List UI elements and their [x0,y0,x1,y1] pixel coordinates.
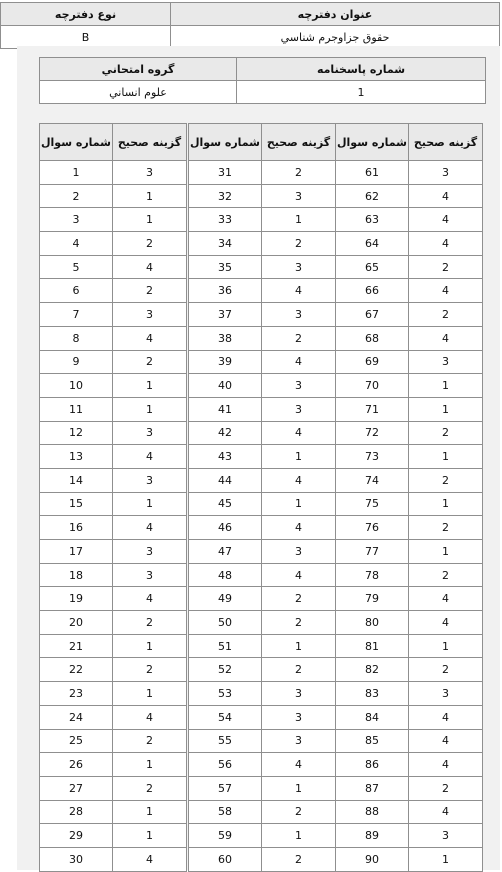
exam-group-header: گروه امتحاني [40,58,237,81]
table-row [40,634,187,658]
question-number: 79 [336,587,409,611]
table-row [336,540,483,564]
table-row [189,682,336,706]
table-row [40,824,187,848]
correct-option: 2 [113,658,187,682]
table-row [40,208,187,232]
table-row [40,705,187,729]
correct-option: 1 [409,540,483,564]
correct-option: 3 [262,374,336,398]
correct-option: 3 [113,161,187,185]
question-number: 21 [40,634,113,658]
table-row [189,397,336,421]
table-row [189,634,336,658]
correct-option: 3 [262,729,336,753]
correct-option: 2 [113,350,187,374]
correct-option: 2 [409,421,483,445]
correct-option: 2 [409,563,483,587]
question-number: 43 [189,445,262,469]
question-number: 62 [336,184,409,208]
table-row [336,255,483,279]
question-number: 64 [336,232,409,256]
correct-option: 1 [409,492,483,516]
correct-option: 4 [409,587,483,611]
table-row [40,587,187,611]
table-row [40,255,187,279]
table-row [336,587,483,611]
correct-option: 2 [262,232,336,256]
question-number: 70 [336,374,409,398]
correct-option: 4 [262,421,336,445]
question-number: 26 [40,753,113,777]
question-number: 51 [189,634,262,658]
table-row [189,350,336,374]
correct-option: 1 [409,634,483,658]
question-number: 19 [40,587,113,611]
table-row [40,279,187,303]
correct-option: 4 [113,445,187,469]
table-row [40,161,187,185]
correct-option: 2 [262,658,336,682]
question-number-header: شماره سوال [40,124,113,161]
table-row [40,421,187,445]
correct-option: 1 [262,445,336,469]
correct-option: 4 [262,468,336,492]
table-row [40,468,187,492]
correct-option: 4 [409,753,483,777]
question-number: 56 [189,753,262,777]
correct-option: 2 [262,587,336,611]
question-number: 11 [40,397,113,421]
table-row [189,611,336,635]
correct-option: 4 [409,705,483,729]
table-row [336,374,483,398]
correct-option: 1 [262,492,336,516]
correct-option: 3 [113,303,187,327]
question-number: 42 [189,421,262,445]
correct-option: 3 [262,540,336,564]
correct-option: 1 [262,634,336,658]
question-number: 9 [40,350,113,374]
correct-option: 1 [113,374,187,398]
question-number: 28 [40,800,113,824]
table-row [336,421,483,445]
question-number: 32 [189,184,262,208]
table-row [189,776,336,800]
correct-option: 4 [262,279,336,303]
question-number: 41 [189,397,262,421]
table-row [336,350,483,374]
question-number: 81 [336,634,409,658]
booklet-type-value: B [1,26,171,49]
table-row [40,492,187,516]
question-number: 55 [189,729,262,753]
answer-sheet-number-value: 1 [237,81,486,104]
correct-option: 4 [113,847,187,871]
question-number: 45 [189,492,262,516]
table-row [40,184,187,208]
question-number: 59 [189,824,262,848]
correct-option: 2 [113,611,187,635]
question-number: 63 [336,208,409,232]
table-row [336,303,483,327]
question-number: 16 [40,516,113,540]
question-number: 39 [189,350,262,374]
table-row [336,492,483,516]
correct-option: 3 [262,397,336,421]
correct-option: 4 [409,729,483,753]
correct-option: 2 [262,800,336,824]
table-row [189,753,336,777]
question-number: 36 [189,279,262,303]
question-number: 37 [189,303,262,327]
question-number: 50 [189,611,262,635]
question-number: 71 [336,397,409,421]
table-row [189,847,336,871]
table-row [336,634,483,658]
table-row [336,161,483,185]
question-number: 61 [336,161,409,185]
correct-option: 1 [409,847,483,871]
question-number: 85 [336,729,409,753]
correct-option: 2 [409,658,483,682]
correct-option: 2 [262,847,336,871]
correct-option: 1 [113,634,187,658]
table-row [189,208,336,232]
table-row [336,326,483,350]
table-row [40,350,187,374]
question-number: 44 [189,468,262,492]
correct-option: 4 [409,279,483,303]
table-row [336,800,483,824]
correct-option: 4 [262,350,336,374]
correct-option: 4 [262,516,336,540]
question-number: 74 [336,468,409,492]
correct-option: 4 [409,326,483,350]
table-row [336,397,483,421]
question-number: 14 [40,468,113,492]
table-row [40,374,187,398]
question-number: 25 [40,729,113,753]
correct-option: 4 [409,208,483,232]
correct-option: 2 [409,255,483,279]
correct-option: 3 [262,184,336,208]
correct-option: 1 [409,374,483,398]
table-row [189,492,336,516]
table-row [336,611,483,635]
answer-key-table-1 [39,123,187,872]
correct-option: 1 [262,776,336,800]
table-row [336,516,483,540]
table-row [40,658,187,682]
correct-option: 3 [262,705,336,729]
table-row [189,279,336,303]
table-row [189,705,336,729]
table-row [40,611,187,635]
question-number-header: شماره سوال [336,124,409,161]
question-number: 83 [336,682,409,706]
answer-sheet-number-header: شماره پاسخنامه [237,58,486,81]
question-number: 54 [189,705,262,729]
question-number: 30 [40,847,113,871]
correct-option: 4 [113,326,187,350]
table-row [189,729,336,753]
correct-option: 2 [409,303,483,327]
correct-option: 4 [113,255,187,279]
correct-option: 1 [113,397,187,421]
correct-option: 3 [113,563,187,587]
question-number: 2 [40,184,113,208]
question-number: 40 [189,374,262,398]
correct-option: 2 [262,326,336,350]
question-number: 78 [336,563,409,587]
booklet-title-value: حقوق جزاوجرم شناسي [171,26,500,49]
question-number: 10 [40,374,113,398]
correct-option: 4 [409,800,483,824]
table-row [336,563,483,587]
table-row [40,753,187,777]
table-row [40,232,187,256]
table-row [40,682,187,706]
table-row [189,800,336,824]
correct-option: 4 [409,611,483,635]
correct-option: 2 [113,776,187,800]
table-row [336,776,483,800]
table-row [40,445,187,469]
table-row [189,303,336,327]
table-row [336,445,483,469]
question-number: 87 [336,776,409,800]
table-row [336,729,483,753]
question-number: 18 [40,563,113,587]
question-number: 13 [40,445,113,469]
correct-option: 1 [113,824,187,848]
question-number: 6 [40,279,113,303]
question-number: 3 [40,208,113,232]
answer-sheet-info-table [39,57,486,104]
correct-option: 4 [113,705,187,729]
answer-key-table-2 [188,123,336,872]
table-row [189,255,336,279]
correct-option: 3 [113,421,187,445]
correct-option: 1 [409,445,483,469]
correct-option: 1 [113,184,187,208]
correct-option: 1 [113,492,187,516]
correct-option-header: گزینه صحیح [262,124,336,161]
question-number: 35 [189,255,262,279]
correct-option: 2 [113,232,187,256]
correct-option: 2 [113,729,187,753]
correct-option: 2 [262,161,336,185]
table-row [40,516,187,540]
correct-option: 2 [409,468,483,492]
question-number: 8 [40,326,113,350]
correct-option: 3 [262,303,336,327]
table-row [40,563,187,587]
correct-option: 3 [262,255,336,279]
question-number-header: شماره سوال [189,124,262,161]
table-row [189,587,336,611]
correct-option: 2 [262,611,336,635]
question-number: 52 [189,658,262,682]
correct-option: 4 [409,232,483,256]
correct-option: 3 [113,540,187,564]
table-row [336,847,483,871]
correct-option: 1 [113,208,187,232]
table-row [40,326,187,350]
correct-option: 3 [409,682,483,706]
table-row [40,303,187,327]
question-number: 34 [189,232,262,256]
correct-option: 1 [409,397,483,421]
correct-option: 4 [262,753,336,777]
booklet-title-header: عنوان دفترچه [171,3,500,26]
answer-key-table-3 [335,123,483,872]
question-number: 80 [336,611,409,635]
correct-option: 3 [409,161,483,185]
question-number: 75 [336,492,409,516]
table-row [189,445,336,469]
question-number: 48 [189,563,262,587]
question-number: 46 [189,516,262,540]
question-number: 90 [336,847,409,871]
table-row [189,563,336,587]
question-number: 68 [336,326,409,350]
question-number: 24 [40,705,113,729]
question-number: 1 [40,161,113,185]
question-number: 17 [40,540,113,564]
question-number: 4 [40,232,113,256]
booklet-info-table [0,2,500,49]
question-number: 23 [40,682,113,706]
correct-option: 1 [113,753,187,777]
correct-option: 1 [113,800,187,824]
question-number: 57 [189,776,262,800]
question-number: 53 [189,682,262,706]
correct-option: 1 [262,208,336,232]
question-number: 77 [336,540,409,564]
table-row [40,800,187,824]
table-row [336,824,483,848]
correct-option: 3 [409,824,483,848]
table-row [40,729,187,753]
table-row [189,824,336,848]
question-number: 73 [336,445,409,469]
question-number: 88 [336,800,409,824]
table-row [336,279,483,303]
question-number: 29 [40,824,113,848]
question-number: 38 [189,326,262,350]
correct-option: 4 [113,516,187,540]
question-number: 27 [40,776,113,800]
table-row [189,184,336,208]
table-row [189,161,336,185]
table-row [336,208,483,232]
table-row [336,682,483,706]
correct-option: 4 [262,563,336,587]
correct-option: 2 [409,516,483,540]
question-number: 20 [40,611,113,635]
question-number: 47 [189,540,262,564]
table-row [336,468,483,492]
question-number: 58 [189,800,262,824]
table-row [189,540,336,564]
correct-option: 1 [262,824,336,848]
correct-option-header: گزینه صحیح [409,124,483,161]
table-row [40,397,187,421]
correct-option: 4 [113,587,187,611]
table-row [336,658,483,682]
table-row [336,753,483,777]
table-row [189,516,336,540]
table-row [40,540,187,564]
question-number: 67 [336,303,409,327]
correct-option: 2 [409,776,483,800]
table-row [189,374,336,398]
question-number: 22 [40,658,113,682]
table-row [189,658,336,682]
question-number: 60 [189,847,262,871]
table-row [336,705,483,729]
correct-option: 3 [409,350,483,374]
question-number: 12 [40,421,113,445]
correct-option: 2 [113,279,187,303]
exam-group-value: علوم انساني [40,81,237,104]
question-number: 86 [336,753,409,777]
question-number: 69 [336,350,409,374]
table-row [189,421,336,445]
correct-option-header: گزینه صحیح [113,124,187,161]
correct-option: 1 [113,682,187,706]
question-number: 84 [336,705,409,729]
question-number: 33 [189,208,262,232]
question-number: 76 [336,516,409,540]
correct-option: 3 [262,682,336,706]
table-row [40,776,187,800]
table-row [189,232,336,256]
table-row [40,847,187,871]
question-number: 15 [40,492,113,516]
correct-option: 3 [113,468,187,492]
question-number: 31 [189,161,262,185]
table-row [189,326,336,350]
correct-option: 4 [409,184,483,208]
question-number: 66 [336,279,409,303]
table-row [336,232,483,256]
question-number: 7 [40,303,113,327]
question-number: 72 [336,421,409,445]
question-number: 82 [336,658,409,682]
booklet-type-header: نوع دفترچه [1,3,171,26]
table-row [336,184,483,208]
table-row [189,468,336,492]
question-number: 89 [336,824,409,848]
question-number: 65 [336,255,409,279]
question-number: 49 [189,587,262,611]
question-number: 5 [40,255,113,279]
